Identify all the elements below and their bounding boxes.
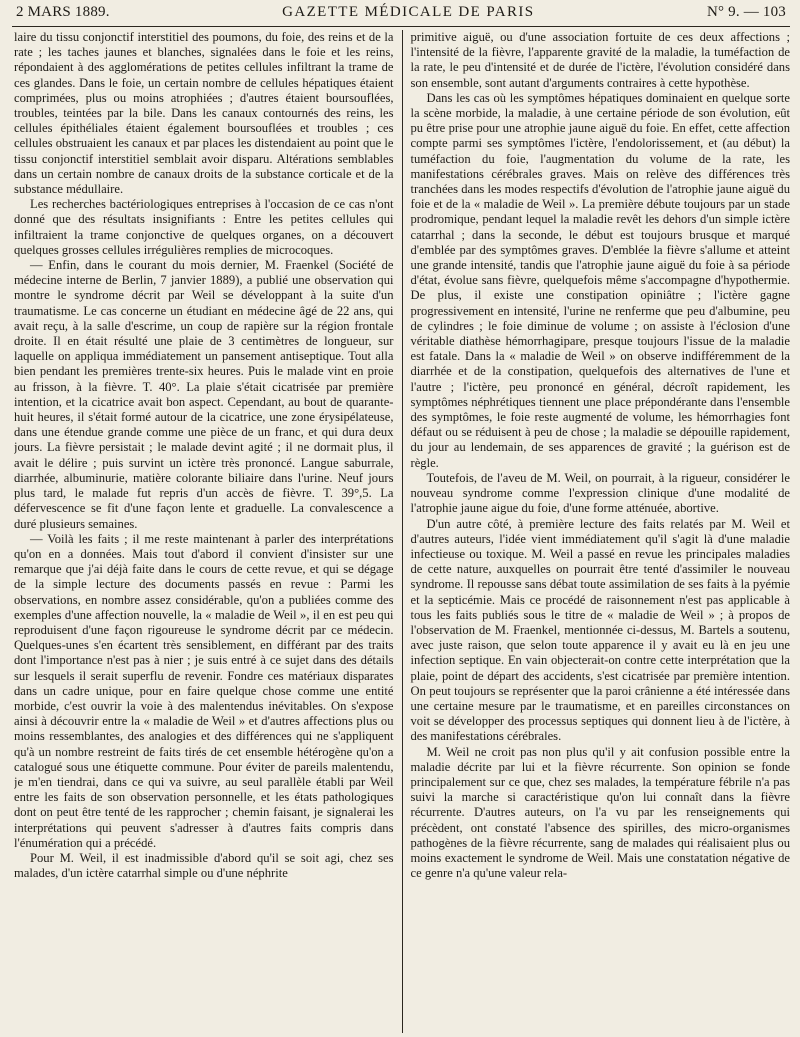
paragraph: — Enfin, dans le courant du mois dernier, M. Fraenkel (Société de médecine interne de Berlin, 7 janvier 1889), a publié une observation qui montre le syndrome décrit par Weil se développant à la suite d'un traumatisme. Le cas concerne un étudiant en médecine âgé de 22 ans, qui avait reçu, à la salle d'escrime, un coup de rapière sur la région frontale droite. Il en était résulté une plaie de 3 centimètres de longueur, sur laquelle on appliqua immédiatement un pansement antiseptique. Tout alla bien pendant les premières trente-six heures. Puis le malade vint en proie au frisson, à la fièvre. T. 40°. La plaie s'était cicatrisée par première intention, et la cicatrice avait bon aspect. Cependant, au bout de quarante-huit heures, il s'était formé autour de la cicatrice, une zone érysipélateuse, dans une étendue grande comme une pièce de un franc, et qui dura deux jours. La fièvre persistait ; le malade devint agité ; il ne dormait plus, il avait le délire ; puis survint un ictère très prononcé. Langue saburrale, diarrhée, albuminurie, matière colorante biliaire dans l'urine. Neuf jours plus tard, le malade fut repris d'un accès de fièvre. T. 39°,5. La défervescence se fit d'une façon lente et graduelle. La convalescence a duré plusieurs semaines.: [14, 258, 394, 531]
paragraph: — Voilà les faits ; il me reste maintenant à parler des interprétations qu'on en a données. Mais tout d'abord il convient d'insister sur une remarque que j'ai déjà faite dans le cours de cette revue, et qui se dégage de la simple lecture des documents passés en revue : Parmi les observations, en nombre assez considérable, qu'on a publiées comme des exemples d'une affection nouvelle, la « maladie de Weil », il en est peu qui reproduisent d'une façon rigoureuse le syndrome décrit par ce médecin. Quelques-unes s'en écartent très sensiblement, en différant par des traits dont l'importance n'est pas à nier ; je suis entré à ce sujet dans des détails sur lesquels il serait superflu de revenir. Fondre ces matériaux disparates dans un cadre unique, pour en faire quelque chose comme une entité morbide, c'est ouvrir la voie à des malentendus inévitables. On s'expose ainsi à découvrir entre la « maladie de Weil » et d'autres affections plus ou moins ressemblantes, des analogies et des différences qui ne s'appliquent qu'à un nombre restreint de faits tirés de cet ensemble hétérogène qu'on a catalogué sous une étiquette commune. Pour éviter de pareils malentendu, je m'en tiendrai, dans ce qui va suivre, au seul parallèle établi par Weil entre les faits de son observation personnelle, et les états pathologiques dont on peut être tenté de les rapprocher ; chemin faisant, je signalerai les interprétations qui peuvent s'adresser à d'autres faits compris dans l'énumération qui a précédé.: [14, 531, 394, 850]
paragraph: M. Weil ne croit pas non plus qu'il y ait confusion possible entre la maladie décrite par lui et la fièvre récurrente. Son opinion se fonde principalement sur ce que, chez ses malades, la température fébrile n'a pas suivi la marche si caractéristique qu'on lui connaît dans la fièvre récurrente. D'autres auteurs, on l'a vu par les renseignements qui précèdent, ont constaté l'absence des spirilles, des micro-organismes pathogènes de la fièvre récurrente, sang de malades qui réalisaient plus ou moins exactement le syndrome de Weil. Mais une constatation négative de ce genre n'a qu'une valeur rela-: [410, 744, 790, 881]
paragraph: laire du tissu conjonctif interstitiel des poumons, du foie, des reins et de la rate ; les taches jaunes et blanches, signalées dans le foie et les reins, répondaient à des agglomérations de petites cellules infiltrant la trame de ces glandes. Dans le foie, un certain nombre de cellules hépatiques étaient comprimées, plus ou moins atrophiées ; d'autres étaient boursouflées, troubles, teintées par la bile. Dans les canaux contournés des reins, les cellules épithéliales étaient également boursouflées et troubles ; ces cellules obstruaient les canaux et par places les distendaient au point que le tissu conjonctif interstitiel semblait avoir disparu. Altérations semblables dans un certain nombre de canaux droits de la substance corticale et de la substance médullaire.: [14, 30, 394, 197]
journal-title: GAZETTE MÉDICALE DE PARIS: [282, 4, 535, 20]
header-date: 2 MARS 1889.: [16, 4, 110, 20]
paragraph: Les recherches bactériologiques entreprises à l'occasion de ce cas n'ont donné que des résultats insignifiants : Entre les petites cellules qui infiltraient la trame conjonctive de quelques organes, on a découvert quelques grosses cellules irrégulières remplies de microcoques.: [14, 197, 394, 257]
issue-page-number: N° 9. — 103: [706, 4, 786, 20]
paragraph: D'un autre côté, à première lecture des faits relatés par M. Weil et d'autres auteurs, l'idée vient immédiatement qu'il s'agit là d'une maladie infectieuse ou toxique. M. Weil a passé en revue les principales maladies de cette nature, auxquelles on pourrait être tenté d'assimiler le nouveau syndrome. Il repousse sans débat toute assimilation de ses faits à la pyémie et la septicémie. Mais ce procédé de raisonnement n'est pas applicable à tous les faits publiés sous le titre de « maladie de Weil » ; à propos de l'observation de M. Fraenkel, mentionnée ci-dessus, M. Bartels a soutenu, avec juste raison, que selon toute apparence il y avait eu là en jeu une infection septique. En vain objecterait-on contre cette interprétation que la plaie, point de départ des accidents, s'est cicatrisée par première intention. On peut toujours se représenter que la paroi crânienne a été intéressée dans une certaine mesure par le traumatisme, et en pareilles circonstances on voit se développer des processus septiques qui donnent lieu à de l'ictère, à des manifestations cérébrales.: [410, 516, 790, 744]
left-column: [14, 30, 402, 1033]
running-header: [16, 4, 786, 26]
text-columns: [14, 30, 790, 1033]
paragraph: Toutefois, de l'aveu de M. Weil, on pourrait, à la rigueur, considérer le nouveau syndrome comme l'expression clinique d'une modalité de l'atrophie jaune aigue du foie, d'une forme atténuée, abortive.: [410, 470, 790, 516]
paragraph: primitive aiguë, ou d'une association fortuite de ces deux affections ; l'intensité de la fièvre, l'apparente gravité de la maladie, la tuméfaction de la rate, le peu d'intensité et de durée de l'ictère, l'évolution considéré dans son ensemble, sont autant d'arguments contraires à cette hypothèse.: [410, 30, 790, 90]
paragraph: Pour M. Weil, il est inadmissible d'abord qu'il se soit agi, chez ses malades, d'un ictère catarrhal simple ou d'une néphrite: [14, 850, 394, 881]
right-column: [403, 30, 791, 1033]
header-rule: [12, 26, 790, 27]
paragraph: Dans les cas où les symptômes hépatiques dominaient en quelque sorte la scène morbide, la maladie, à une certaine période de son évolution, eût pu être prise pour une atrophie jaune aiguë du foie. En effet, cette affection compte parmi ses symptômes l'ictère, l'endolorissement, et (au début) la tuméfaction du foie, l'augmentation du volume de la rate, les manifestations cérébrales graves. Mais on relève des différences très tranchées dans les modes respectifs d'évolution de l'atrophie jaune aiguë du foie et de la « maladie de Weil ». La première débute toujours par un stade prodromique, pendant lequel la maladie revêt les dehors d'un simple ictère catarrhal ; dans la seconde, le début est toujours brusque et marqué d'emblée par des symptômes graves. D'emblée la fièvre s'allume et atteint une grande intensité, tandis que l'atrophie jaune aiguë du foie à sa période d'état, évolue sans fièvre, quelquefois même s'accompagne d'hypothermie. De plus, il existe une constipation opiniâtre ; l'ictère gagne progressivement en intensité, l'urine ne renferme que peu d'albumine, peu de cylindres ; le foie diminue de volume ; on assiste à l'éclosion d'une véritable diathèse hémorrhagipare, presque toujours l'issue de la maladie est fatale. Dans la « maladie de Weil » on observe indifféremment de la diarrhée et de la constipation, quelquefois des alternatives de l'une et l'autre ; l'ictère, peu prononcé en général, décroît rapidement, les symptômes néphrétiques tiennent une place prépondérante dans l'ensemble des symptômes, le foie reste augmenté de volume, les hémorrhagies font défaut ou se réduisent à peu de chose ; la maladie se dépouille rapidement, du jour au lendemain, de ses apparences de gravité ; la guérison est de règle.: [410, 90, 790, 470]
